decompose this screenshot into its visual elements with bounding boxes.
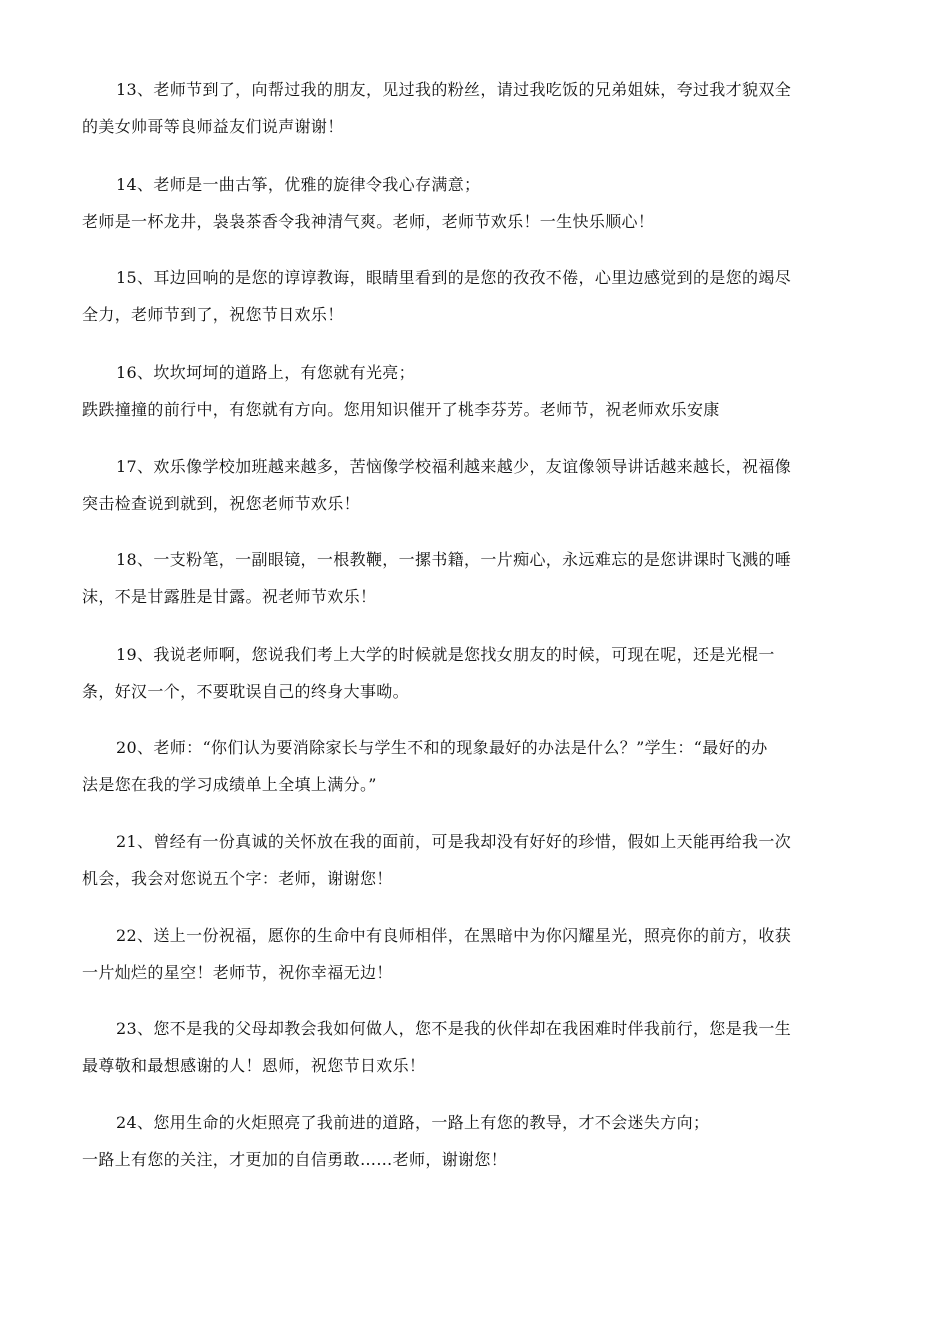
entry-line: 一片灿烂的星空！老师节，祝你幸福无边！ <box>82 963 393 982</box>
entry-line: 16、坎坎坷坷的道路上，有您就有光亮； <box>116 363 416 382</box>
entry-21 <box>82 832 872 889</box>
entry-line: 23、您不是我的父母却教会我如何做人，您不是我的伙伴却在我困难时伴我前行，您是我一生 <box>116 1019 792 1038</box>
entry-line: 跌跌撞撞的前行中，有您就有方向。您用知识催开了桃李芬芳。老师节，祝老师欢乐安康 <box>82 400 720 419</box>
entry-line: 机会，我会对您说五个字：老师，谢谢您！ <box>82 869 393 888</box>
entry-line: 15、耳边回响的是您的谆谆教诲，眼睛里看到的是您的孜孜不倦，心里边感觉到的是您的竭尽 <box>116 268 792 287</box>
entry-line: 19、我说老师啊，您说我们考上大学的时候就是您找女朋友的时候，可现在呢，还是光棍一 <box>116 645 775 664</box>
entry-23 <box>82 1019 872 1076</box>
entry-15 <box>82 268 872 325</box>
entry-line: 法是您在我的学习成绩单上全填上满分。” <box>82 775 377 794</box>
entry-line: 18、一支粉笔，一副眼镜，一根教鞭，一摞书籍，一片痴心，永远难忘的是您讲课时飞溅的唾 <box>116 550 792 569</box>
entry-line: 22、送上一份祝福，愿你的生命中有良师相伴，在黑暗中为你闪耀星光，照亮你的前方，收获 <box>116 926 792 945</box>
entry-line: 一路上有您的关注，才更加的自信勇敢……老师，谢谢您！ <box>82 1150 508 1169</box>
entry-line: 沫，不是甘露胜是甘露。祝老师节欢乐！ <box>82 587 377 606</box>
entry-18 <box>82 550 872 607</box>
entry-line: 突击检查说到就到，祝您老师节欢乐！ <box>82 494 360 513</box>
entry-22 <box>82 926 872 983</box>
entry-line: 14、老师是一曲古筝，优雅的旋律令我心存满意； <box>116 175 481 194</box>
entry-line: 老师是一杯龙井，袅袅茶香令我神清气爽。老师，老师节欢乐！一生快乐顺心！ <box>82 212 655 231</box>
entry-19 <box>82 645 872 702</box>
entry-line: 13、老师节到了，向帮过我的朋友，见过我的粉丝，请过我吃饭的兄弟姐妹，夸过我才貌双全 <box>116 80 792 99</box>
entry-line: 20、老师：“你们认为要消除家长与学生不和的现象最好的办法是什么？”学生：“最好的办 <box>116 738 768 757</box>
entry-13 <box>82 80 872 137</box>
entry-17 <box>82 457 872 514</box>
entry-16 <box>82 363 872 420</box>
entry-line: 24、您用生命的火炬照亮了我前进的道路，一路上有您的教导，才不会迷失方向； <box>116 1113 710 1132</box>
entry-line: 17、欢乐像学校加班越来越多，苦恼像学校福利越来越少，友谊像领导讲话越来越长，祝福像 <box>116 457 792 476</box>
entry-line: 最尊敬和最想感谢的人！恩师，祝您节日欢乐！ <box>82 1056 426 1075</box>
entry-line: 全力，老师节到了，祝您节日欢乐！ <box>82 305 344 324</box>
entry-20 <box>82 738 872 795</box>
entry-line: 21、曾经有一份真诚的关怀放在我的面前，可是我却没有好好的珍惜，假如上天能再给我一次 <box>116 832 792 851</box>
entry-24 <box>82 1113 872 1170</box>
entry-line: 的美女帅哥等良师益友们说声谢谢！ <box>82 117 344 136</box>
entry-line: 条，好汉一个，不要耽误自己的终身大事呦。 <box>82 682 410 701</box>
entry-14 <box>82 175 872 232</box>
